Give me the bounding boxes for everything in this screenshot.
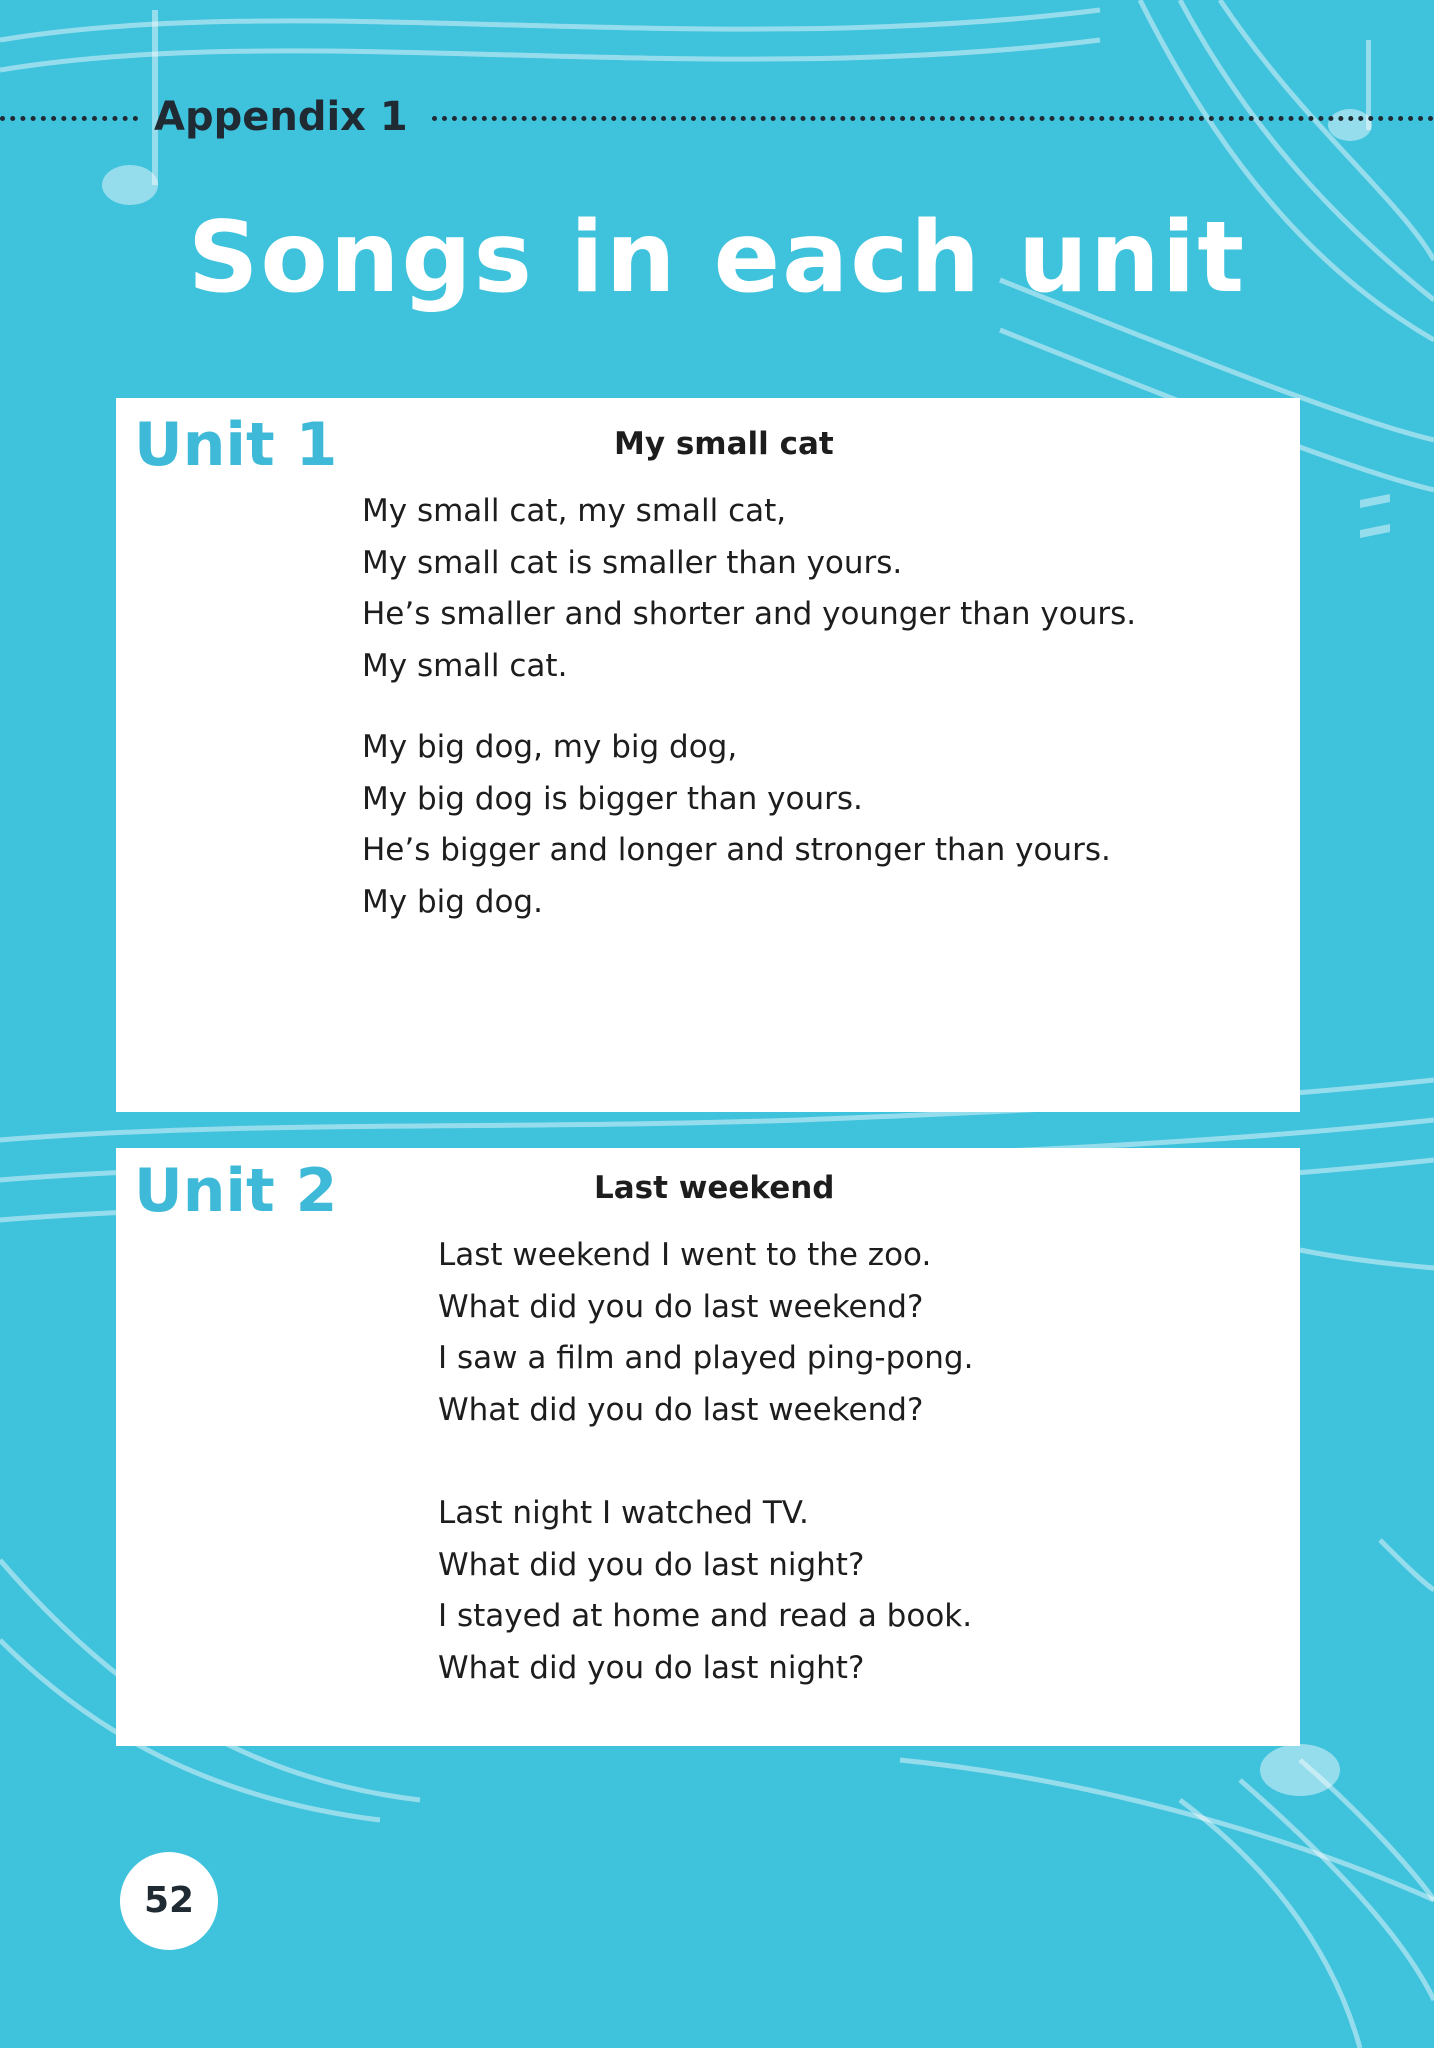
dotted-rule-left [0,116,138,121]
page-title: Songs in each unit [187,201,1247,315]
lyric-line: My big dog is bigger than yours. [362,780,863,817]
unit-label: Unit 1 [134,410,338,480]
lyric-line: My big dog. [362,883,543,920]
lyric-line: My small cat is smaller than yours. [362,544,903,581]
lyric-line: What did you do last night? [438,1649,865,1686]
lyric-line: What did you do last weekend? [438,1288,924,1325]
lyric-line: What did you do last weekend? [438,1391,924,1428]
unit-label: Unit 2 [134,1156,338,1226]
lyric-line: My small cat. [362,647,568,684]
unit-card-1 [116,398,1300,1112]
page-number: 52 [120,1852,218,1950]
lyric-line: I stayed at home and read a book. [438,1598,973,1634]
lyric-line: He’s bigger and longer and stronger than yours. [362,832,1111,868]
dotted-rule-right [432,116,1434,121]
song-title: Last weekend [594,1170,835,1206]
song-lyrics [438,1230,973,1694]
lyric-line: What did you do last night? [438,1546,865,1583]
lyric-line: I saw a film and played ping-pong. [438,1340,974,1376]
unit-card-2 [116,1148,1300,1746]
lyric-line: Last night I watched TV. [438,1495,809,1531]
song-lyrics [362,486,1136,928]
lyric-line: My big dog, my big dog, [362,729,738,765]
lyric-line: My small cat, my small cat, [362,493,787,529]
appendix-header [0,92,1434,148]
lyric-line: Last weekend I went to the zoo. [438,1237,932,1273]
lyric-line: He’s smaller and shorter and younger than yours. [362,596,1137,632]
appendix-label: Appendix 1 [154,94,408,140]
song-title: My small cat [614,426,834,462]
